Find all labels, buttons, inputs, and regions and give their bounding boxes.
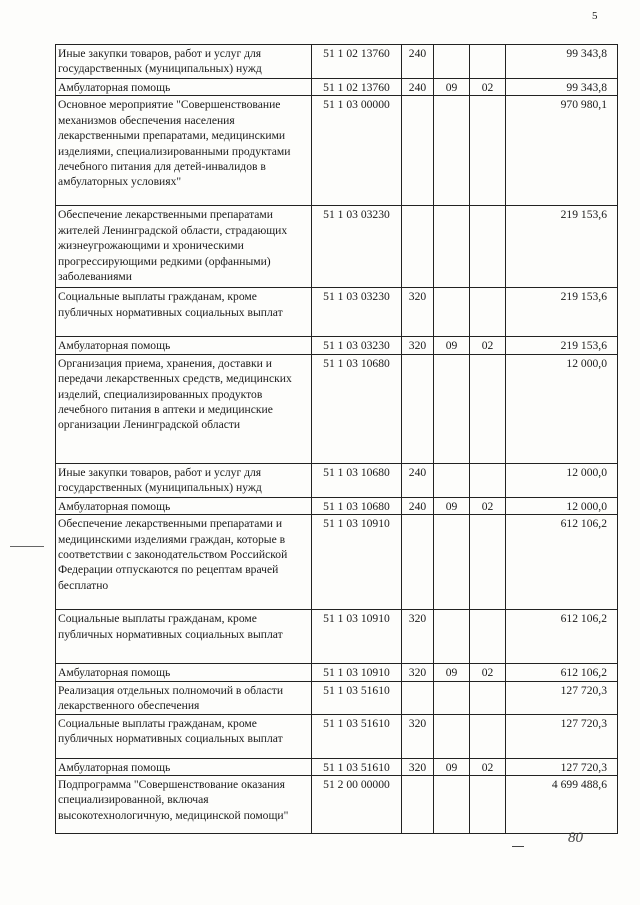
cell-amount: 12 000,0 bbox=[506, 463, 618, 497]
cell-expense-type: 240 bbox=[402, 79, 434, 96]
cell-target-code: 51 1 03 51610 bbox=[312, 681, 402, 714]
cell-target-code: 51 1 03 10910 bbox=[312, 610, 402, 664]
cell-section bbox=[434, 96, 470, 206]
cell-subsection bbox=[470, 515, 506, 610]
cell-amount: 612 106,2 bbox=[506, 610, 618, 664]
cell-amount: 12 000,0 bbox=[506, 497, 618, 514]
cell-target-code: 51 1 03 03230 bbox=[312, 337, 402, 354]
cell-expense-type bbox=[402, 681, 434, 714]
table-row bbox=[56, 288, 618, 337]
cell-amount: 219 153,6 bbox=[506, 206, 618, 288]
cell-amount: 612 106,2 bbox=[506, 664, 618, 681]
cell-section bbox=[434, 288, 470, 337]
cell-expense-type bbox=[402, 515, 434, 610]
table-row bbox=[56, 758, 618, 775]
cell-expense-type: 320 bbox=[402, 664, 434, 681]
cell-amount: 99 343,8 bbox=[506, 79, 618, 96]
cell-section bbox=[434, 463, 470, 497]
cell-name: Социальные выплаты гражданам, кроме публичных нормативных социальных выплат bbox=[56, 714, 312, 758]
cell-subsection bbox=[470, 206, 506, 288]
cell-expense-type bbox=[402, 776, 434, 834]
table-row bbox=[56, 206, 618, 288]
cell-subsection bbox=[470, 463, 506, 497]
cell-amount: 127 720,3 bbox=[506, 681, 618, 714]
cell-section bbox=[434, 714, 470, 758]
cell-subsection bbox=[470, 714, 506, 758]
cell-name: Амбулаторная помощь bbox=[56, 79, 312, 96]
cell-target-code: 51 1 03 10910 bbox=[312, 664, 402, 681]
cell-expense-type: 240 bbox=[402, 463, 434, 497]
budget-table bbox=[55, 44, 618, 834]
cell-amount: 12 000,0 bbox=[506, 354, 618, 463]
cell-section bbox=[434, 354, 470, 463]
cell-name: Социальные выплаты гражданам, кроме публичных нормативных социальных выплат bbox=[56, 288, 312, 337]
cell-name: Амбулаторная помощь bbox=[56, 758, 312, 775]
cell-target-code: 51 1 02 13760 bbox=[312, 79, 402, 96]
sheet-number: 80 bbox=[568, 830, 583, 846]
cell-subsection: 02 bbox=[470, 79, 506, 96]
page-number: 5 bbox=[592, 10, 598, 22]
cell-target-code: 51 2 00 00000 bbox=[312, 776, 402, 834]
cell-name: Реализация отдельных полномочий в области лекарственного обеспечения bbox=[56, 681, 312, 714]
table-row bbox=[56, 515, 618, 610]
table-row bbox=[56, 497, 618, 514]
cell-expense-type: 320 bbox=[402, 758, 434, 775]
table-row bbox=[56, 776, 618, 834]
table-row bbox=[56, 610, 618, 664]
cell-section: 09 bbox=[434, 758, 470, 775]
cell-target-code: 51 1 03 10910 bbox=[312, 515, 402, 610]
margin-mark bbox=[10, 546, 44, 547]
table-row bbox=[56, 714, 618, 758]
cell-name: Социальные выплаты гражданам, кроме публичных нормативных социальных выплат bbox=[56, 610, 312, 664]
sheet-dash bbox=[512, 846, 524, 847]
cell-amount: 127 720,3 bbox=[506, 758, 618, 775]
cell-name: Обеспечение лекарственными препаратами и медицинскими изделиями граждан, которые в соответствии с законодательством Российской Федерации отпускаются по рецептам врачей бесплатно bbox=[56, 515, 312, 610]
cell-expense-type: 320 bbox=[402, 337, 434, 354]
cell-target-code: 51 1 03 00000 bbox=[312, 96, 402, 206]
cell-amount: 219 153,6 bbox=[506, 288, 618, 337]
cell-name: Подпрограмма "Совершенствование оказания специализированной, включая высокотехнологичную, медицинской помощи" bbox=[56, 776, 312, 834]
cell-section bbox=[434, 776, 470, 834]
cell-amount: 612 106,2 bbox=[506, 515, 618, 610]
cell-expense-type bbox=[402, 354, 434, 463]
cell-target-code: 51 1 03 10680 bbox=[312, 463, 402, 497]
cell-subsection bbox=[470, 610, 506, 664]
table-row bbox=[56, 664, 618, 681]
cell-expense-type: 320 bbox=[402, 610, 434, 664]
cell-subsection: 02 bbox=[470, 664, 506, 681]
cell-expense-type bbox=[402, 96, 434, 206]
cell-target-code: 51 1 03 51610 bbox=[312, 758, 402, 775]
cell-amount: 970 980,1 bbox=[506, 96, 618, 206]
table-row bbox=[56, 96, 618, 206]
table-row bbox=[56, 681, 618, 714]
cell-section: 09 bbox=[434, 337, 470, 354]
cell-amount: 127 720,3 bbox=[506, 714, 618, 758]
cell-target-code: 51 1 03 10680 bbox=[312, 354, 402, 463]
cell-subsection bbox=[470, 45, 506, 79]
table-row bbox=[56, 45, 618, 79]
cell-section bbox=[434, 45, 470, 79]
cell-subsection: 02 bbox=[470, 497, 506, 514]
cell-subsection bbox=[470, 776, 506, 834]
table-row bbox=[56, 463, 618, 497]
cell-name: Организация приема, хранения, доставки и передачи лекарственных средств, медицинских изделий, специализированных продуктов лечебного питания в аптеки и медицинские организации Ленинградской области bbox=[56, 354, 312, 463]
cell-expense-type bbox=[402, 206, 434, 288]
cell-expense-type: 240 bbox=[402, 497, 434, 514]
cell-expense-type: 320 bbox=[402, 714, 434, 758]
cell-subsection: 02 bbox=[470, 337, 506, 354]
cell-name: Амбулаторная помощь bbox=[56, 337, 312, 354]
cell-section bbox=[434, 515, 470, 610]
table-row bbox=[56, 337, 618, 354]
cell-target-code: 51 1 03 03230 bbox=[312, 288, 402, 337]
cell-name: Иные закупки товаров, работ и услуг для государственных (муниципальных) нужд bbox=[56, 45, 312, 79]
cell-subsection bbox=[470, 288, 506, 337]
cell-subsection: 02 bbox=[470, 758, 506, 775]
cell-section bbox=[434, 681, 470, 714]
cell-expense-type: 240 bbox=[402, 45, 434, 79]
cell-section: 09 bbox=[434, 664, 470, 681]
cell-section: 09 bbox=[434, 497, 470, 514]
cell-amount: 99 343,8 bbox=[506, 45, 618, 79]
table-row bbox=[56, 79, 618, 96]
cell-section: 09 bbox=[434, 79, 470, 96]
cell-name: Обеспечение лекарственными препаратами жителей Ленинградской области, страдающих жизнеугрожающими и хроническими прогрессирующими редкими (орфанными) заболеваниями bbox=[56, 206, 312, 288]
cell-name: Основное мероприятие "Совершенствование механизмов обеспечения населения лекарственными препаратами, медицинскими изделиями, специализированными продуктами лечебного питания для детей-инвалидов в амбулаторных условиях" bbox=[56, 96, 312, 206]
cell-target-code: 51 1 03 03230 bbox=[312, 206, 402, 288]
cell-expense-type: 320 bbox=[402, 288, 434, 337]
cell-target-code: 51 1 02 13760 bbox=[312, 45, 402, 79]
cell-subsection bbox=[470, 681, 506, 714]
table-row bbox=[56, 354, 618, 463]
cell-name: Иные закупки товаров, работ и услуг для государственных (муниципальных) нужд bbox=[56, 463, 312, 497]
cell-target-code: 51 1 03 10680 bbox=[312, 497, 402, 514]
cell-amount: 4 699 488,6 bbox=[506, 776, 618, 834]
cell-target-code: 51 1 03 51610 bbox=[312, 714, 402, 758]
cell-section bbox=[434, 206, 470, 288]
cell-subsection bbox=[470, 354, 506, 463]
cell-amount: 219 153,6 bbox=[506, 337, 618, 354]
cell-name: Амбулаторная помощь bbox=[56, 497, 312, 514]
cell-section bbox=[434, 610, 470, 664]
cell-name: Амбулаторная помощь bbox=[56, 664, 312, 681]
cell-subsection bbox=[470, 96, 506, 206]
